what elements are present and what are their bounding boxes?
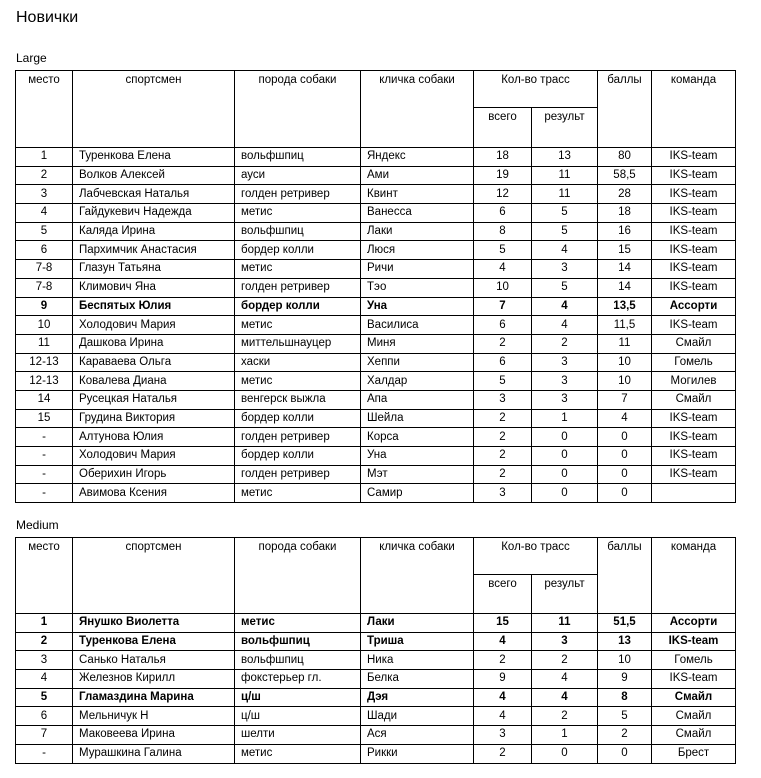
breed-cell: фокстерьер гл.	[235, 670, 361, 689]
table-row	[16, 726, 736, 745]
runs-total-cell: 2	[474, 447, 532, 466]
points-cell: 80	[598, 148, 652, 167]
header-points: баллы	[598, 538, 652, 614]
place-cell: -	[16, 484, 73, 503]
runs-result-cell: 0	[532, 484, 598, 503]
team-cell: IKS-team	[652, 447, 736, 466]
table-row	[16, 484, 736, 503]
runs-total-cell: 4	[474, 632, 532, 651]
runs-total-cell: 4	[474, 260, 532, 279]
breed-cell: хаски	[235, 353, 361, 372]
runs-result-cell: 4	[532, 241, 598, 260]
runs-total-cell: 9	[474, 670, 532, 689]
table-row	[16, 651, 736, 670]
team-cell: Гомель	[652, 353, 736, 372]
header-runs-result: результ	[532, 575, 598, 614]
points-cell: 15	[598, 241, 652, 260]
breed-cell: миттельшнауцер	[235, 334, 361, 353]
team-cell: IKS-team	[652, 465, 736, 484]
points-cell: 11	[598, 334, 652, 353]
header-runs-total: всего	[474, 108, 532, 148]
team-cell: Могилев	[652, 372, 736, 391]
place-cell: 7	[16, 726, 73, 745]
team-cell: IKS-team	[652, 632, 736, 651]
team-cell: Ассорти	[652, 614, 736, 633]
header-breed: порода собаки	[235, 538, 361, 614]
dog-name-cell: Самир	[361, 484, 474, 503]
place-cell: 2	[16, 166, 73, 185]
runs-result-cell: 2	[532, 334, 598, 353]
team-cell: Смайл	[652, 334, 736, 353]
points-cell: 9	[598, 670, 652, 689]
breed-cell: метис	[235, 204, 361, 223]
athlete-cell: Мельничук Н	[73, 707, 235, 726]
points-cell: 13	[598, 632, 652, 651]
points-cell: 10	[598, 353, 652, 372]
athlete-cell: Мурашкина Галина	[73, 744, 235, 763]
place-cell: 1	[16, 148, 73, 167]
team-cell: IKS-team	[652, 185, 736, 204]
results-body-large	[16, 71, 736, 503]
runs-result-cell: 0	[532, 447, 598, 466]
table-row	[16, 465, 736, 484]
table-row	[16, 614, 736, 633]
results-table-medium	[15, 537, 736, 764]
header-athlete: спортсмен	[73, 538, 235, 614]
team-cell	[652, 484, 736, 503]
runs-result-cell: 0	[532, 465, 598, 484]
dog-name-cell: Квинт	[361, 185, 474, 204]
athlete-cell: Туренкова Елена	[73, 632, 235, 651]
runs-total-cell: 2	[474, 744, 532, 763]
breed-cell: вольфшпиц	[235, 222, 361, 241]
table-row	[16, 670, 736, 689]
athlete-cell: Холодович Мария	[73, 447, 235, 466]
breed-cell: бордер колли	[235, 241, 361, 260]
athlete-cell: Ковалева Диана	[73, 372, 235, 391]
points-cell: 7	[598, 390, 652, 409]
points-cell: 13,5	[598, 297, 652, 316]
dog-name-cell: Уна	[361, 447, 474, 466]
athlete-cell: Авимова Ксения	[73, 484, 235, 503]
team-cell: IKS-team	[652, 670, 736, 689]
place-cell: 1	[16, 614, 73, 633]
place-cell: 15	[16, 409, 73, 428]
runs-total-cell: 6	[474, 204, 532, 223]
points-cell: 18	[598, 204, 652, 223]
athlete-cell: Русецкая Наталья	[73, 390, 235, 409]
runs-total-cell: 4	[474, 707, 532, 726]
table-row	[16, 166, 736, 185]
dog-name-cell: Корса	[361, 428, 474, 447]
header-team: команда	[652, 538, 736, 614]
runs-result-cell: 3	[532, 390, 598, 409]
team-cell: IKS-team	[652, 204, 736, 223]
table-row	[16, 185, 736, 204]
athlete-cell: Глазун Татьяна	[73, 260, 235, 279]
dog-name-cell: Белка	[361, 670, 474, 689]
dog-name-cell: Ванесса	[361, 204, 474, 223]
table-row	[16, 148, 736, 167]
runs-result-cell: 0	[532, 428, 598, 447]
breed-cell: метис	[235, 372, 361, 391]
dog-name-cell: Ами	[361, 166, 474, 185]
table-row	[16, 260, 736, 279]
header-runs-result: результ	[532, 108, 598, 148]
breed-cell: шелти	[235, 726, 361, 745]
athlete-cell: Беспятых Юлия	[73, 297, 235, 316]
table-row	[16, 241, 736, 260]
header-dog-name: кличка собаки	[361, 71, 474, 148]
breed-cell: бордер колли	[235, 447, 361, 466]
header-runs: Кол-во трасс	[474, 538, 598, 575]
section-label-large: Large	[16, 51, 47, 65]
section-label-medium: Medium	[16, 518, 59, 532]
runs-total-cell: 15	[474, 614, 532, 633]
points-cell: 11,5	[598, 316, 652, 335]
header-place: место	[16, 538, 73, 614]
runs-result-cell: 5	[532, 222, 598, 241]
athlete-cell: Гламаздина Марина	[73, 688, 235, 707]
page-title: Новички	[16, 9, 79, 26]
breed-cell: венгерск выжла	[235, 390, 361, 409]
team-cell: IKS-team	[652, 428, 736, 447]
runs-total-cell: 2	[474, 465, 532, 484]
dog-name-cell: Люся	[361, 241, 474, 260]
team-cell: Смайл	[652, 726, 736, 745]
runs-total-cell: 3	[474, 390, 532, 409]
results-table-large	[15, 70, 736, 503]
dog-name-cell: Василиса	[361, 316, 474, 335]
place-cell: 5	[16, 222, 73, 241]
table-row	[16, 744, 736, 763]
dog-name-cell: Ричи	[361, 260, 474, 279]
breed-cell: вольфшпиц	[235, 651, 361, 670]
place-cell: 2	[16, 632, 73, 651]
header-athlete: спортсмен	[73, 71, 235, 148]
place-cell: 6	[16, 707, 73, 726]
team-cell: IKS-team	[652, 241, 736, 260]
runs-result-cell: 5	[532, 278, 598, 297]
breed-cell: метис	[235, 316, 361, 335]
points-cell: 5	[598, 707, 652, 726]
breed-cell: голден ретривер	[235, 278, 361, 297]
team-cell: IKS-team	[652, 166, 736, 185]
points-cell: 8	[598, 688, 652, 707]
points-cell: 28	[598, 185, 652, 204]
table-row	[16, 688, 736, 707]
header-team: команда	[652, 71, 736, 148]
place-cell: 9	[16, 297, 73, 316]
team-cell: IKS-team	[652, 278, 736, 297]
team-cell: Ассорти	[652, 297, 736, 316]
header-breed: порода собаки	[235, 71, 361, 148]
table-row	[16, 447, 736, 466]
team-cell: Смайл	[652, 390, 736, 409]
runs-total-cell: 5	[474, 241, 532, 260]
runs-result-cell: 2	[532, 707, 598, 726]
athlete-cell: Санько Наталья	[73, 651, 235, 670]
athlete-cell: Холодович Мария	[73, 316, 235, 335]
athlete-cell: Грудина Виктория	[73, 409, 235, 428]
runs-result-cell: 4	[532, 316, 598, 335]
athlete-cell: Алтунова Юлия	[73, 428, 235, 447]
runs-result-cell: 4	[532, 688, 598, 707]
place-cell: -	[16, 465, 73, 484]
athlete-cell: Янушко Виолетта	[73, 614, 235, 633]
header-runs-total: всего	[474, 575, 532, 614]
place-cell: 7-8	[16, 278, 73, 297]
points-cell: 16	[598, 222, 652, 241]
header-dog-name: кличка собаки	[361, 538, 474, 614]
place-cell: 14	[16, 390, 73, 409]
points-cell: 10	[598, 651, 652, 670]
dog-name-cell: Тэо	[361, 278, 474, 297]
runs-total-cell: 7	[474, 297, 532, 316]
table-row	[16, 278, 736, 297]
team-cell: Смайл	[652, 688, 736, 707]
team-cell: IKS-team	[652, 316, 736, 335]
runs-result-cell: 3	[532, 372, 598, 391]
runs-result-cell: 4	[532, 670, 598, 689]
runs-result-cell: 11	[532, 166, 598, 185]
breed-cell: вольфшпиц	[235, 148, 361, 167]
team-cell: Смайл	[652, 707, 736, 726]
breed-cell: голден ретривер	[235, 465, 361, 484]
team-cell: IKS-team	[652, 148, 736, 167]
place-cell: 12-13	[16, 353, 73, 372]
runs-result-cell: 1	[532, 726, 598, 745]
place-cell: 4	[16, 204, 73, 223]
team-cell: Гомель	[652, 651, 736, 670]
athlete-cell: Волков Алексей	[73, 166, 235, 185]
place-cell: 3	[16, 651, 73, 670]
athlete-cell: Караваева Ольга	[73, 353, 235, 372]
points-cell: 0	[598, 447, 652, 466]
runs-result-cell: 3	[532, 260, 598, 279]
breed-cell: бордер колли	[235, 297, 361, 316]
runs-total-cell: 18	[474, 148, 532, 167]
runs-result-cell: 5	[532, 204, 598, 223]
points-cell: 4	[598, 409, 652, 428]
points-cell: 0	[598, 484, 652, 503]
athlete-cell: Пархимчик Анастасия	[73, 241, 235, 260]
runs-total-cell: 12	[474, 185, 532, 204]
place-cell: 3	[16, 185, 73, 204]
athlete-cell: Туренкова Елена	[73, 148, 235, 167]
dog-name-cell: Хеппи	[361, 353, 474, 372]
dog-name-cell: Мэт	[361, 465, 474, 484]
place-cell: 4	[16, 670, 73, 689]
runs-result-cell: 2	[532, 651, 598, 670]
dog-name-cell: Халдар	[361, 372, 474, 391]
table-row	[16, 390, 736, 409]
place-cell: 12-13	[16, 372, 73, 391]
runs-result-cell: 11	[532, 614, 598, 633]
breed-cell: вольфшпиц	[235, 632, 361, 651]
breed-cell: голден ретривер	[235, 185, 361, 204]
results-body-medium	[16, 538, 736, 764]
runs-total-cell: 6	[474, 316, 532, 335]
header-points: баллы	[598, 71, 652, 148]
place-cell: 6	[16, 241, 73, 260]
runs-result-cell: 13	[532, 148, 598, 167]
dog-name-cell: Ника	[361, 651, 474, 670]
runs-total-cell: 8	[474, 222, 532, 241]
athlete-cell: Оберихин Игорь	[73, 465, 235, 484]
header-place: место	[16, 71, 73, 148]
athlete-cell: Климович Яна	[73, 278, 235, 297]
dog-name-cell: Рикки	[361, 744, 474, 763]
runs-total-cell: 2	[474, 409, 532, 428]
runs-result-cell: 3	[532, 353, 598, 372]
place-cell: -	[16, 428, 73, 447]
place-cell: -	[16, 447, 73, 466]
dog-name-cell: Лаки	[361, 614, 474, 633]
runs-result-cell: 11	[532, 185, 598, 204]
points-cell: 10	[598, 372, 652, 391]
breed-cell: метис	[235, 484, 361, 503]
breed-cell: бордер колли	[235, 409, 361, 428]
breed-cell: метис	[235, 614, 361, 633]
table-row	[16, 204, 736, 223]
breed-cell: ц/ш	[235, 688, 361, 707]
breed-cell: голден ретривер	[235, 428, 361, 447]
table-row	[16, 707, 736, 726]
place-cell: 7-8	[16, 260, 73, 279]
points-cell: 51,5	[598, 614, 652, 633]
runs-total-cell: 19	[474, 166, 532, 185]
team-cell: IKS-team	[652, 260, 736, 279]
points-cell: 2	[598, 726, 652, 745]
runs-total-cell: 10	[474, 278, 532, 297]
team-cell: Брест	[652, 744, 736, 763]
table-row	[16, 297, 736, 316]
athlete-cell: Маковеева Ирина	[73, 726, 235, 745]
dog-name-cell: Миня	[361, 334, 474, 353]
table-row	[16, 409, 736, 428]
dog-name-cell: Шейла	[361, 409, 474, 428]
team-cell: IKS-team	[652, 222, 736, 241]
runs-result-cell: 0	[532, 744, 598, 763]
table-row	[16, 334, 736, 353]
team-cell: IKS-team	[652, 409, 736, 428]
breed-cell: метис	[235, 260, 361, 279]
dog-name-cell: Уна	[361, 297, 474, 316]
place-cell: 5	[16, 688, 73, 707]
table-row	[16, 222, 736, 241]
place-cell: -	[16, 744, 73, 763]
points-cell: 14	[598, 260, 652, 279]
athlete-cell: Каляда Ирина	[73, 222, 235, 241]
dog-name-cell: Дэя	[361, 688, 474, 707]
athlete-cell: Железнов Кирилл	[73, 670, 235, 689]
breed-cell: метис	[235, 744, 361, 763]
runs-total-cell: 3	[474, 484, 532, 503]
runs-result-cell: 4	[532, 297, 598, 316]
breed-cell: ауси	[235, 166, 361, 185]
points-cell: 0	[598, 744, 652, 763]
place-cell: 10	[16, 316, 73, 335]
table-row	[16, 632, 736, 651]
runs-result-cell: 3	[532, 632, 598, 651]
runs-total-cell: 3	[474, 726, 532, 745]
header-runs: Кол-во трасс	[474, 71, 598, 108]
runs-total-cell: 4	[474, 688, 532, 707]
table-row	[16, 372, 736, 391]
runs-total-cell: 2	[474, 428, 532, 447]
table-row	[16, 316, 736, 335]
points-cell: 14	[598, 278, 652, 297]
runs-total-cell: 2	[474, 334, 532, 353]
points-cell: 0	[598, 465, 652, 484]
points-cell: 58,5	[598, 166, 652, 185]
dog-name-cell: Лаки	[361, 222, 474, 241]
athlete-cell: Лабчевская Наталья	[73, 185, 235, 204]
runs-total-cell: 5	[474, 372, 532, 391]
dog-name-cell: Шади	[361, 707, 474, 726]
dog-name-cell: Триша	[361, 632, 474, 651]
table-row	[16, 353, 736, 372]
table-row	[16, 428, 736, 447]
athlete-cell: Дашкова Ирина	[73, 334, 235, 353]
place-cell: 11	[16, 334, 73, 353]
athlete-cell: Гайдукевич Надежда	[73, 204, 235, 223]
dog-name-cell: Ася	[361, 726, 474, 745]
breed-cell: ц/ш	[235, 707, 361, 726]
points-cell: 0	[598, 428, 652, 447]
runs-total-cell: 2	[474, 651, 532, 670]
runs-total-cell: 6	[474, 353, 532, 372]
dog-name-cell: Яндекс	[361, 148, 474, 167]
runs-result-cell: 1	[532, 409, 598, 428]
dog-name-cell: Апа	[361, 390, 474, 409]
